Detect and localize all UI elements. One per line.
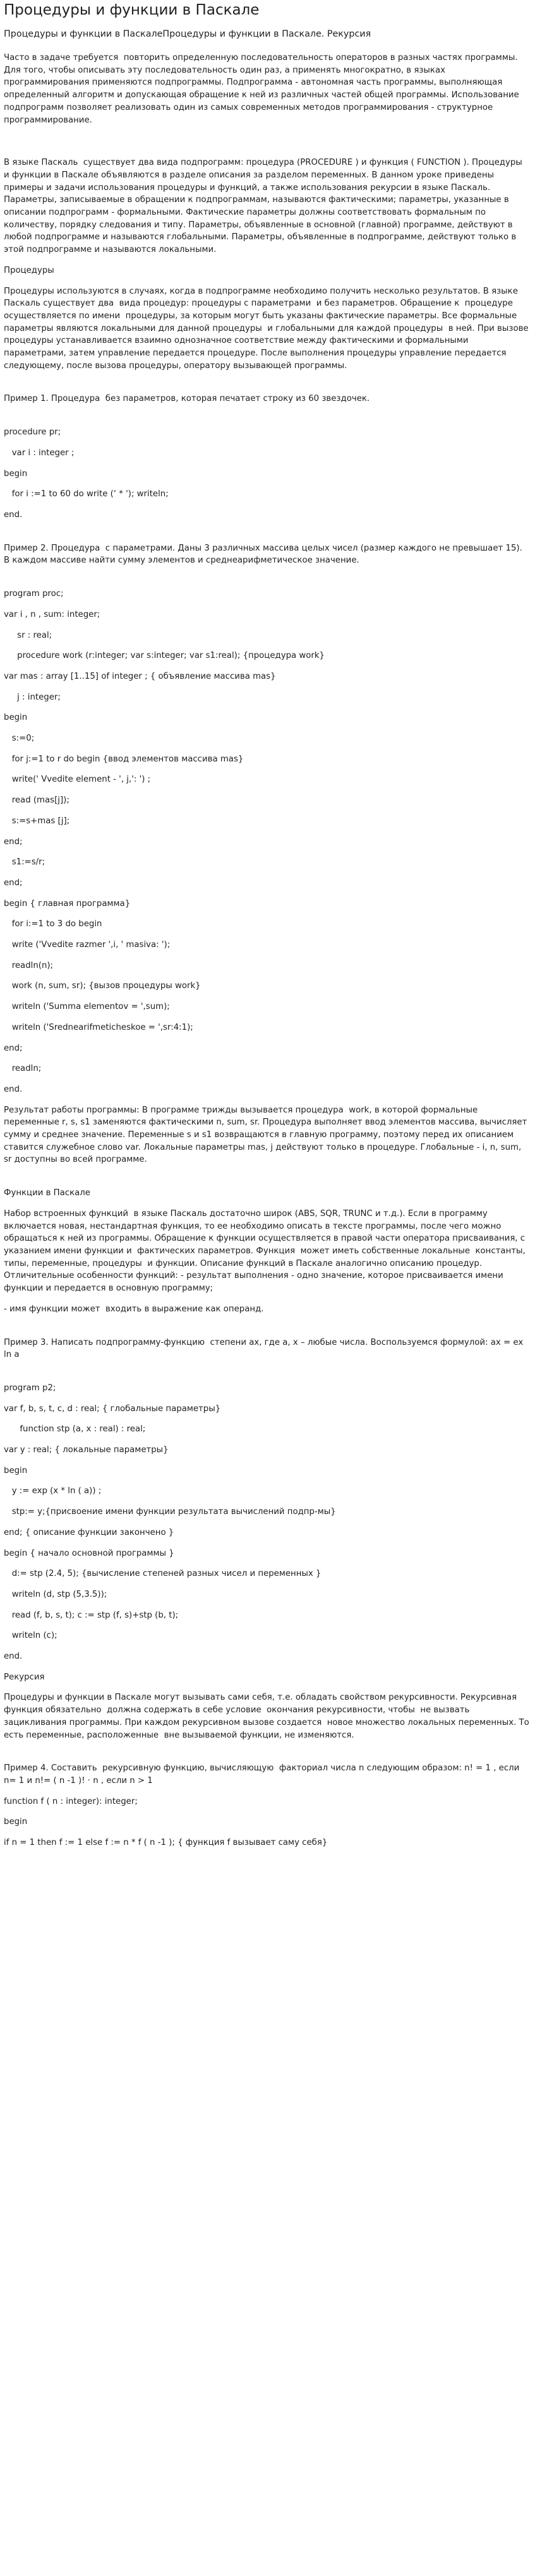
- paragraph: end.: [4, 1652, 23, 1662]
- paragraph: end;: [4, 878, 23, 888]
- paragraph: function stp (a, x : real) : real;: [4, 1424, 146, 1434]
- page-subtitle: Процедуры и функции в ПаскалеПроцедуры и функции в Паскале. Рекурсия: [4, 29, 371, 39]
- paragraph: end.: [4, 1084, 23, 1094]
- paragraph: stp:= y;{присвоение имени функции результата вычислений подпр-мы}: [4, 1507, 336, 1517]
- paragraph: Часто в задаче требуется повторить определенную последовательность операторов в разных частях программы. Для того, чтобы описывать эту последовательность один раз, а применять многократно, в языках программирования применяются подпрограммы. Подпрограмма - автономная часть программы, выполняющая определенный алгоритм и допускающая обращение к ней из различных частей общей программы. Использование подпрограмм позволяет реализовать один из самых современных методов программирования - структурное программирование.: [4, 53, 522, 125]
- paragraph: var mas : array [1..15] of integer ; { объявление массива mas}: [4, 671, 276, 681]
- paragraph: if n = 1 then f := 1 else f := n * f ( n -1 ); { функция f вызывает саму себя}: [4, 1838, 328, 1848]
- paragraph: writeln ('Srednearifmeticheskoe = ',sr:4:1);: [4, 1022, 193, 1032]
- paragraph: Набор встроенных функций в языке Паскаль достаточно широк (ABS, SQR, TRUNC и т.д.). Если в программу включается новая, нестандартная функция, то ее необходимо описать в тексте программы, после чего можно обращаться к ней из программы. Обращение к функции осуществляется в правой части оператора присваивания, с указанием имени функции и фактических параметров. Функция может иметь собственные локальные константы, типы, переменные, процедуры и функции. Описание функций в Паскале аналогично описанию процедур. Отличительные особенности функций: - результат выполнения - одно значение, которое присваивается имени функции и передается в основную программу;: [4, 1208, 528, 1294]
- paragraph: d:= stp (2.4, 5); {вычисление степеней разных чисел и переменных }: [4, 1569, 322, 1579]
- paragraph: end;: [4, 1043, 23, 1053]
- paragraph: - имя функции может входить в выражение как операнд.: [4, 1304, 264, 1314]
- paragraph: write ('Vvedite razmer ',i, ' masiva: ');: [4, 940, 171, 950]
- paragraph: Процедуры используются в случаях, когда в подпрограмме необходимо получить несколько результатов. В языке Паскаль существует два вида процедур: процедуры с параметрами и без параметров. Обращение к процедуре осуществляется по имени процедуры, за которым могут быть указаны фактические параметры. Все формальные параметры являются локальными для данной процедуры и глобальными для каждой процедуры в ней. При вызове процедуры устанавливается взаимно однозначное соответствие между фактическими и формальными параметрами, затем управление передается процедуре. После выполнения процедуры управление передается следующему, после вызова процедуры, оператору вызывающей программы.: [4, 286, 531, 371]
- paragraph: writeln (c);: [4, 1631, 57, 1641]
- article: [0, 1, 530, 1849]
- paragraph: Процедуры: [4, 265, 54, 275]
- paragraph: end;: [4, 837, 23, 847]
- paragraph: end.: [4, 510, 23, 520]
- paragraph: Рекурсия: [4, 1672, 45, 1682]
- paragraph: writeln ('Summa elementov = ',sum);: [4, 1002, 170, 1012]
- paragraph: Пример 2. Процедура с параметрами. Даны 3 различных массива целых чисел (размер каждого не превышает 15). В каждом массиве найти сумму элементов и среднеарифметическое значение.: [4, 543, 526, 566]
- paragraph: begin { начало основной программы }: [4, 1548, 174, 1558]
- paragraph: var y : real; { локальные параметры}: [4, 1445, 169, 1455]
- paragraph: for j:=1 to r do begin {ввод элементов массива mas}: [4, 754, 244, 764]
- paragraph: readln;: [4, 1064, 42, 1074]
- paragraph: В языке Паскаль существует два вида подпрограмм: процедура (PROCEDURE ) и функция ( FUNCTION ). Процедуры и функции в Паскале объявляются в разделе описания за разделом переменных. В данном уроке приведены примеры и задачи использования процедуры и функций, а также использования рекурсии в языке Паскаль. Параметры, записываемые в обращении к подпрограммам, называются фактическими; параметры, указанные в описании подпрограмм - формальными. Фактические параметры должны соответствовать формальным по количеству, порядку следования и типу. Параметры, объявленные в основной (главной) программе, действуют в любой подпрограмме и называются глобальными. Параметры, объявленные в подпрограмме, действуют только в этой подпрограмме и называются локальными.: [4, 158, 526, 255]
- paragraph: s:=s+mas [j];: [4, 816, 70, 826]
- paragraph: begin { главная программа}: [4, 898, 131, 909]
- paragraph: Результат работы программы: В программе трижды вызывается процедура work, в которой формальные переменные r, s, s1 заменяются фактическими n, sum, sr. Процедура выполняет ввод элементов массива, вычисляет сумму и среднее значение. Переменные s и s1 возвращаются в главную программу, поэтому перед их описанием ставится служебное слово var. Локальные параметры mas, j действуют только в процедуре. Глобальные - i, n, sum, sr доступны во всей программе.: [4, 1105, 530, 1165]
- paragraph: s1:=s/r;: [4, 857, 45, 868]
- paragraph: s:=0;: [4, 734, 35, 744]
- paragraph: program p2;: [4, 1383, 56, 1393]
- paragraph: j : integer;: [4, 692, 61, 702]
- paragraph: begin: [4, 1817, 28, 1827]
- paragraph: begin: [4, 468, 28, 479]
- paragraph: procedure work (r:integer; var s:integer; var s1:real); {процедура work}: [4, 651, 325, 661]
- paragraph: for i :=1 to 60 do write (‘ * '); writeln;: [4, 489, 169, 499]
- paragraph: function f ( n : integer): integer;: [4, 1796, 138, 1806]
- paragraph: readln(n);: [4, 960, 54, 970]
- paragraph: begin: [4, 1465, 28, 1476]
- paragraph: write(' Vvedite element - ', j,': ') ;: [4, 775, 151, 785]
- paragraph: program proc;: [4, 589, 64, 599]
- paragraph: Пример 3. Написать подпрограмму-функцию степени ax, где a, x – любые числа. Воспользуемся формулой: ax = ex ln a: [4, 1337, 526, 1360]
- paragraph: y := exp (x * ln ( a)) ;: [4, 1486, 102, 1496]
- paragraph: var i , n , sum: integer;: [4, 609, 100, 619]
- page-title: Процедуры и функции в Паскале: [4, 2, 260, 18]
- paragraph: Функции в Паскале: [4, 1188, 90, 1198]
- paragraph: sr : real;: [4, 630, 52, 640]
- paragraph: for i:=1 to 3 do begin: [4, 919, 102, 929]
- paragraph: Пример 4. Составить рекурсивную функцию, вычисляющую факториал числа n следующим образом: n! = 1 , если n= 1 и n!= ( n -1 )! · n , если n > 1: [4, 1763, 522, 1786]
- article-body: [4, 52, 530, 1849]
- paragraph: read (f, b, s, t); c := stp (f, s)+stp (b, t);: [4, 1610, 179, 1620]
- paragraph: read (mas[j]);: [4, 796, 69, 806]
- paragraph: writeln (d, stp (5,3.5));: [4, 1589, 107, 1599]
- paragraph: var i : integer ;: [4, 448, 75, 458]
- paragraph: Процедуры и функции в Паскале могут вызывать сами себя, т.е. обладать свойством рекурсивности. Рекурсивная функция обязательно должна содержать в себе условие окончания рекурсивности, чтобы не вызвать зацикливания программы. При каждом рекурсивном вызове создается новое множество локальных переменных. То есть переменные, расположенные вне вызываемой функции, не изменяются.: [4, 1693, 532, 1740]
- paragraph: Пример 1. Процедура без параметров, которая печатает строку из 60 звездочек.: [4, 394, 370, 404]
- paragraph: var f, b, s, t, c, d : real; { глобальные параметры}: [4, 1404, 221, 1414]
- paragraph: procedure pr;: [4, 427, 61, 438]
- paragraph: end; { описание функции закончено }: [4, 1527, 174, 1537]
- paragraph: work (n, sum, sr); {вызов процедуры work}: [4, 981, 201, 991]
- paragraph: begin: [4, 713, 28, 723]
